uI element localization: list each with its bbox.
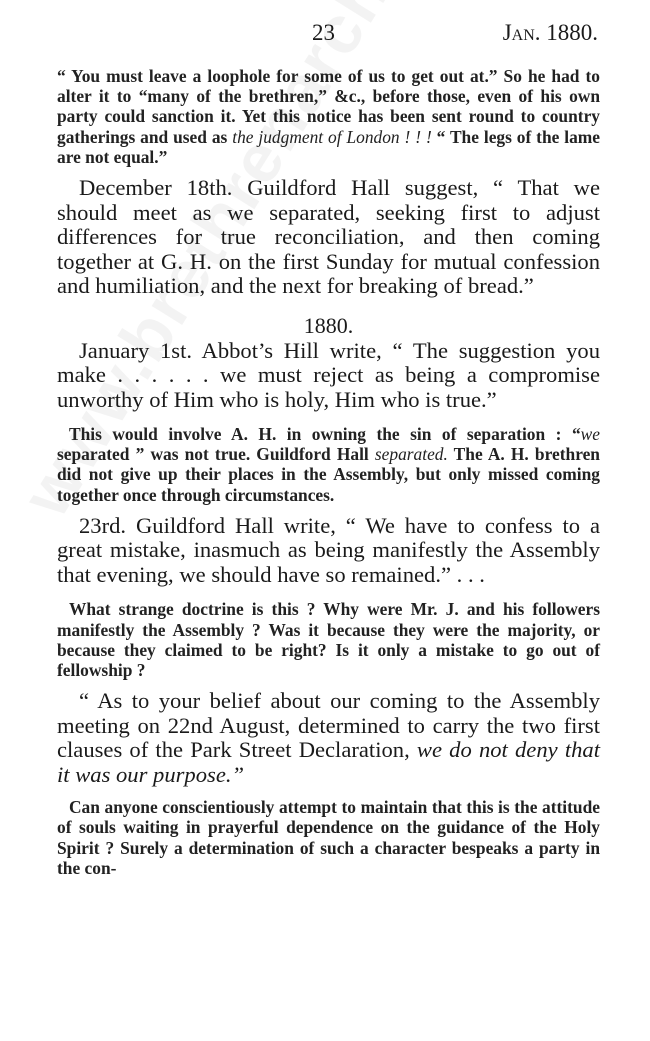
paragraph-commentary-conscience: Can anyone conscientiously attempt to maintain that this is the attitude of souls waiting in prayerful dependence on the guidance of the Holy Spirit ? Surely a determination of such a character bespeaks a party in the con- — [57, 797, 600, 878]
paragraph-december-18th: December 18th. Guildford Hall suggest, “ That we should meet as we separated, seeking first to adjust differences for true reconciliation, and then coming together at G. H. on the first Sunday for mutual confession and humiliation, and the next for breaking of bread.” — [57, 175, 600, 299]
paragraph-23rd: 23rd. Guildford Hall write, “ We have to confess to a great mistake, inasmuch as being manifestly the Assembly that evening, we should have so remained.” . . . — [57, 512, 600, 587]
page-header — [0, 20, 650, 50]
year-heading: 1880. — [303, 312, 354, 338]
text-run: separated ” was not true. Guildford Hall — [57, 444, 375, 465]
paragraph-loophole-quote — [57, 66, 600, 167]
text-run: The A. H. brethren did not give up their places in the Assembly, but only missed coming together once through circumstances. — [57, 444, 600, 505]
italic-run: we do not deny that it was our purpose.” — [57, 737, 600, 787]
paragraph-commentary-doctrine: What strange doctrine is this ? Why were Mr. J. and his followers manifestly the Assembly ? Was it because they were the majority, or because they claimed to be right? Is it only a mistake to go out of fellowship ? — [57, 599, 600, 680]
running-head: Jan. 1880. — [502, 20, 598, 45]
text-run: “ As to your belief about our coming to the Assembly meeting on 22nd August, determined to carry the two first clauses of the Park Street Declaration, — [57, 688, 600, 763]
paragraph-assembly-meeting-quote — [57, 689, 600, 787]
italic-run: separated. — [374, 444, 448, 465]
text-run: This would involve A. H. in owning the sin of separation : “ — [69, 424, 581, 445]
paragraph-january-1st: January 1st. Abbot’s Hill write, “ The suggestion you make . . . . . . we must reject as being a compromise unworthy of Him who is holy, Him who is true.” — [57, 337, 600, 412]
page-number: 23 — [312, 20, 335, 45]
page-body — [57, 66, 600, 878]
text-run: “ The legs of the lame are not equal.” — [57, 126, 601, 167]
italic-run: the judgment of London ! ! ! — [232, 126, 432, 147]
italic-run: we — [580, 424, 600, 445]
paragraph-commentary-separation — [57, 424, 600, 505]
text-run: “ You must leave a loophole for some of us to get out at.” So he had to alter it to “many of the brethren,” &c., before those, even of his own party could sanction it. Yet this notice has been sent round to country gatherings and used as — [57, 66, 600, 147]
